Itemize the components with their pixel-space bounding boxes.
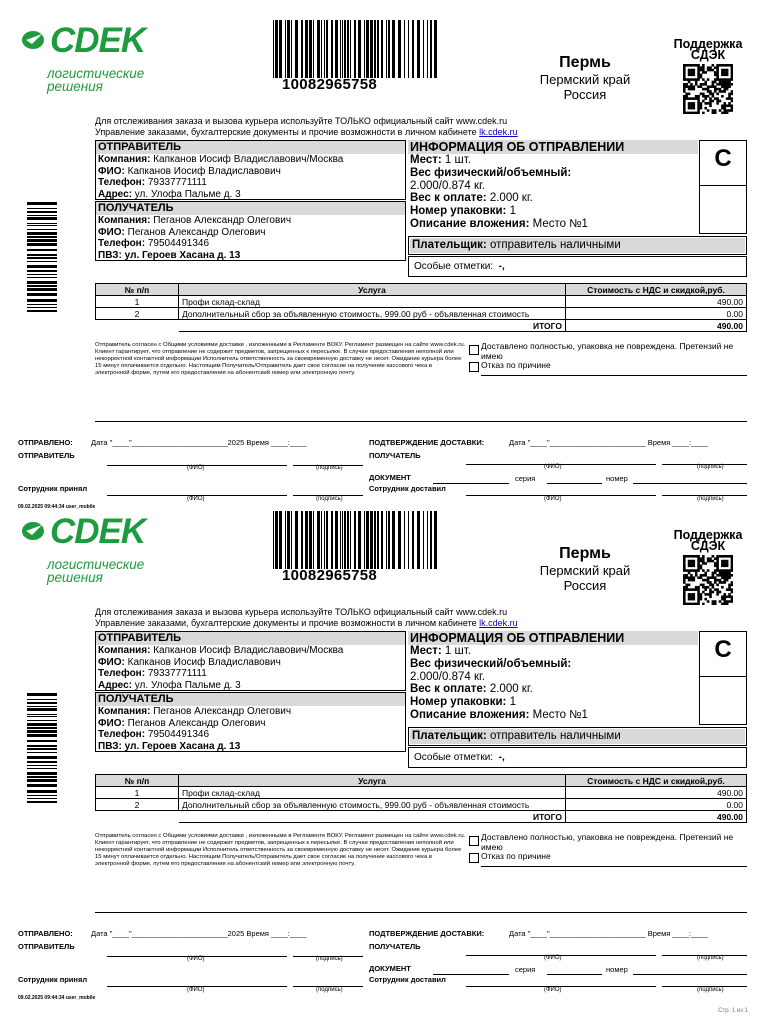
col-cost-header: Стоимость с НДС и скидкой,руб. xyxy=(566,284,747,296)
sender-address: Адрес: ул. Улофа Пальме д. 3 xyxy=(98,188,241,200)
payer-line: Плательщик: отправитель наличными xyxy=(410,238,745,253)
total-row xyxy=(96,320,747,332)
total-label: ИТОГО xyxy=(179,811,566,823)
delivered-label: Доставлено полностью, упаковка не повреждена. Претензий не имею xyxy=(481,832,734,852)
number-label: номер xyxy=(606,474,628,483)
refused-label: Отказ по причине xyxy=(481,851,551,861)
shipment-box xyxy=(408,140,747,236)
total-label: ИТОГО xyxy=(179,320,566,332)
table-row xyxy=(96,787,747,799)
letter-code-box xyxy=(699,140,747,234)
row-number: 1 xyxy=(96,296,179,308)
account-info-text: Управление заказами, бухгалтерские документы и прочие возможности в личном кабинете xyxy=(95,618,480,628)
brand-tagline: логистические решения xyxy=(47,66,145,94)
shipment-package: Номер упаковки: 1 xyxy=(410,205,517,218)
sent-label: ОТПРАВЛЕНО: xyxy=(18,438,73,447)
shipment-weight: 2.000/0.874 кг. xyxy=(410,670,485,683)
sent-label: ОТПРАВЛЕНО: xyxy=(18,929,73,938)
shipment-title: ИНФОРМАЦИЯ ОБ ОТПРАВЛЕНИИ xyxy=(408,140,698,154)
letter-code: C xyxy=(714,145,732,172)
print-stamp: 09.02.2025 09:44:34 user_mobile xyxy=(18,504,96,510)
col-number-header: № п/п xyxy=(96,284,179,296)
delivered-checkbox[interactable] xyxy=(469,345,479,355)
notes-box xyxy=(408,747,747,768)
confirm-date-field[interactable]: Дата "____"_______________________ Время ____:____ xyxy=(509,438,708,447)
services-header xyxy=(96,775,747,787)
sign-caption: (подпись) xyxy=(316,956,343,962)
sign-caption: (подпись) xyxy=(697,955,724,961)
tracking-number: 10082965758 xyxy=(282,76,378,93)
account-info-line xyxy=(95,618,518,629)
notes-box xyxy=(408,256,747,277)
sent-date-field[interactable]: Дата "____"_______________________2025 Время ____:____ xyxy=(91,438,307,447)
table-row xyxy=(96,296,747,308)
recipient-company: Компания: Пеганов Александр Олегович xyxy=(98,706,292,717)
recipient-phone: Телефон: 79504491346 xyxy=(98,238,210,249)
row-service: Профи склад-склад xyxy=(179,296,566,308)
confirm-label: ПОДТВЕРЖДЕНИЕ ДОСТАВКИ: xyxy=(369,929,485,938)
destination-region: Пермский край xyxy=(539,563,631,578)
terms-text: Отправитель согласен с Общими условиями доставки , изложенными в Регламенте ВОКУ. Регламент размещен на сайте www.cdek.ru. Клиент гарантирует, что отправление не содержит предметов, запрещенных к пересылке. В случае предоставления неполной или некорректной контактной информации Исполнитель ответственность за своевременную доставку не несет. Ожидание курьера более 15 минут оплачивается отдельно. Настоящим Получатель/Отправитель дает свое согласие на получение кассового чека в электронной форме, путем его предоставления на абонентский номер или электронную почту. xyxy=(95,342,466,376)
row-service: Дополнительный сбор за объявленную стоимость, 999.00 руб - объявленная стоимость xyxy=(179,799,566,811)
delivered-by-label: Сотрудник доставил xyxy=(369,484,446,493)
total-value: 490.00 xyxy=(566,811,747,823)
brand-wordmark: СDEK xyxy=(50,512,146,551)
tracking-info-line: Для отслеживания заказа и вызова курьера используйте ТОЛЬКО официальный сайт www.cdek.ru xyxy=(95,607,508,617)
col-cost-header: Стоимость с НДС и скидкой,руб. xyxy=(566,775,747,787)
destination-city: Пермь xyxy=(559,545,611,562)
recipient-phone: Телефон: 79504491346 xyxy=(98,729,210,740)
fio-caption: (ФИО) xyxy=(187,956,205,962)
delivered-by-label: Сотрудник доставил xyxy=(369,975,446,984)
waybill xyxy=(0,20,768,512)
services-table xyxy=(95,774,747,823)
destination-country: Россия xyxy=(563,87,607,102)
shipment-package: Номер упаковки: 1 xyxy=(410,696,517,709)
recipient-title: ПОЛУЧАТЕЛЬ xyxy=(96,202,405,215)
sign-caption: (подпись) xyxy=(316,987,343,993)
shipment-weight: 2.000/0.874 кг. xyxy=(410,179,485,192)
col-service-header: Услуга xyxy=(179,775,566,787)
sender-box xyxy=(95,631,406,691)
sender-company: Компания: Капканов Иосиф Владиславович/Москва xyxy=(98,645,344,656)
sign-caption: (подпись) xyxy=(697,496,724,502)
fio-caption: (ФИО) xyxy=(187,496,205,502)
confirm-date-field[interactable]: Дата "____"_______________________ Время ____:____ xyxy=(509,929,708,938)
support-line2: СДЭК xyxy=(690,539,726,553)
sender-fio: ФИО: Капканов Иосиф Владиславович xyxy=(98,165,281,177)
recipient-fio: ФИО: Пеганов Александр Олегович xyxy=(98,717,266,729)
row-cost: 490.00 xyxy=(566,787,747,799)
refused-checkbox[interactable] xyxy=(469,853,479,863)
letter-code: C xyxy=(714,636,732,663)
col-service-header: Услуга xyxy=(179,284,566,296)
shipment-pay-weight: Вес к оплате: 2.000 кг. xyxy=(410,192,533,205)
col-number-header: № п/п xyxy=(96,775,179,787)
account-link[interactable]: lk.cdek.ru xyxy=(479,127,518,137)
services-table xyxy=(95,283,747,332)
sender-company: Компания: Капканов Иосиф Владиславович/Москва xyxy=(98,154,344,165)
sender-address: Адрес: ул. Улофа Пальме д. 3 xyxy=(98,679,241,691)
destination-city: Пермь xyxy=(559,54,611,71)
accepted-label: Сотрудник принял xyxy=(18,484,88,493)
support-label xyxy=(668,39,748,61)
row-number: 1 xyxy=(96,787,179,799)
support-line1: Поддержка xyxy=(673,37,743,51)
sender-title: ОТПРАВИТЕЛЬ xyxy=(96,632,405,645)
recipient-pvz: ПВЗ: ул. Героев Хасана д. 13 xyxy=(98,740,241,752)
sender-sign-label: ОТПРАВИТЕЛЬ xyxy=(18,451,75,460)
confirm-label: ПОДТВЕРЖДЕНИЕ ДОСТАВКИ: xyxy=(369,438,485,447)
total-value: 490.00 xyxy=(566,320,747,332)
destination-region: Пермский край xyxy=(539,72,631,87)
shipment-places: Мест: 1 шт. xyxy=(410,154,471,166)
services-header xyxy=(96,284,747,296)
brand-wordmark: СDEK xyxy=(50,21,146,60)
side-barcode xyxy=(27,693,57,803)
shipment-places: Мест: 1 шт. xyxy=(410,645,471,657)
delivered-label: Доставлено полностью, упаковка не повреждена. Претензий не имею xyxy=(481,341,734,361)
row-service: Профи склад-склад xyxy=(179,787,566,799)
row-number: 2 xyxy=(96,799,179,811)
notes-line: Особые отметки: -, xyxy=(414,752,505,763)
row-number: 2 xyxy=(96,308,179,320)
recipient-sign-label: ПОЛУЧАТЕЛЬ xyxy=(369,451,421,460)
cdek-logo-icon xyxy=(20,24,50,54)
fio-caption: (ФИО) xyxy=(544,987,562,993)
delivered-checkbox[interactable] xyxy=(469,836,479,846)
account-info-line xyxy=(95,127,518,138)
shipment-title: ИНФОРМАЦИЯ ОБ ОТПРАВЛЕНИИ xyxy=(408,631,698,645)
page-footer: Стр. 1 из 1 xyxy=(718,1008,748,1014)
print-stamp: 09.02.2025 09:44:34 user_mobile xyxy=(18,995,96,1001)
row-cost: 490.00 xyxy=(566,296,747,308)
total-row xyxy=(96,811,747,823)
recipient-sign-label: ПОЛУЧАТЕЛЬ xyxy=(369,942,421,951)
shipment-contents: Описание вложения: Место №1 xyxy=(410,708,588,721)
shipment-weight-label: Вес физический/объемный: xyxy=(410,657,572,670)
payer-line: Плательщик: отправитель наличными xyxy=(410,729,745,744)
shipment-box xyxy=(408,631,747,727)
support-qr-code[interactable] xyxy=(683,555,733,605)
support-label xyxy=(668,530,748,552)
sender-box xyxy=(95,140,406,200)
fio-caption: (ФИО) xyxy=(187,987,205,993)
recipient-company: Компания: Пеганов Александр Олегович xyxy=(98,215,292,226)
sign-caption: (подпись) xyxy=(697,464,724,470)
sender-title: ОТПРАВИТЕЛЬ xyxy=(96,141,405,154)
fio-caption: (ФИО) xyxy=(544,496,562,502)
table-row xyxy=(96,799,747,811)
series-label: серия xyxy=(515,965,536,974)
accepted-label: Сотрудник принял xyxy=(18,975,88,984)
payer-box xyxy=(408,236,747,255)
shipment-weight-label: Вес физический/объемный: xyxy=(410,166,572,179)
destination-country: Россия xyxy=(563,578,607,593)
row-cost: 0.00 xyxy=(566,308,747,320)
terms-text: Отправитель согласен с Общими условиями доставки , изложенными в Регламенте ВОКУ. Регламент размещен на сайте www.cdek.ru. Клиент гарантирует, что отправление не содержит предметов, запрещенных к пересылке. В случае предоставления неполной или некорректной контактной информации Исполнитель ответственность за своевременную доставку не несет. Ожидание курьера более 15 минут оплачивается отдельно. Настоящим Получатель/Отправитель дает свое согласие на получение кассового чека в электронной форме, путем его предоставления на абонентский номер или электронную почту. xyxy=(95,833,466,867)
side-barcode xyxy=(27,202,57,312)
notes-line: Особые отметки: -, xyxy=(414,261,505,272)
row-service: Дополнительный сбор за объявленную стоимость, 999.00 руб - объявленная стоимость xyxy=(179,308,566,320)
sender-fio: ФИО: Капканов Иосиф Владиславович xyxy=(98,656,281,668)
sender-sign-label: ОТПРАВИТЕЛЬ xyxy=(18,942,75,951)
recipient-box xyxy=(95,201,406,261)
tracking-number: 10082965758 xyxy=(282,567,378,584)
refused-checkbox[interactable] xyxy=(469,362,479,372)
number-label: номер xyxy=(606,965,628,974)
document-label: ДОКУМЕНТ xyxy=(369,964,411,973)
letter-code-box xyxy=(699,631,747,725)
tracking-info-line: Для отслеживания заказа и вызова курьера используйте ТОЛЬКО официальный сайт www.cdek.ru xyxy=(95,116,508,126)
recipient-title: ПОЛУЧАТЕЛЬ xyxy=(96,693,405,706)
sender-phone: Телефон: 79337771111 xyxy=(98,177,207,188)
document-label: ДОКУМЕНТ xyxy=(369,473,411,482)
row-cost: 0.00 xyxy=(566,799,747,811)
shipment-pay-weight: Вес к оплате: 2.000 кг. xyxy=(410,683,533,696)
sender-phone: Телефон: 79337771111 xyxy=(98,668,207,679)
recipient-fio: ФИО: Пеганов Александр Олегович xyxy=(98,226,266,238)
sent-date-field[interactable]: Дата "____"_______________________2025 Время ____:____ xyxy=(91,929,307,938)
series-label: серия xyxy=(515,474,536,483)
recipient-box xyxy=(95,692,406,752)
brand-tagline: логистические решения xyxy=(47,557,145,585)
shipment-contents: Описание вложения: Место №1 xyxy=(410,217,588,230)
waybill xyxy=(0,511,768,1003)
sign-caption: (подпись) xyxy=(316,465,343,471)
recipient-pvz: ПВЗ: ул. Героев Хасана д. 13 xyxy=(98,249,241,261)
refused-label: Отказ по причине xyxy=(481,360,551,370)
fio-caption: (ФИО) xyxy=(544,464,562,470)
payer-box xyxy=(408,727,747,746)
tracking-barcode xyxy=(273,511,439,569)
sign-caption: (подпись) xyxy=(697,987,724,993)
fio-caption: (ФИО) xyxy=(187,465,205,471)
cdek-logo-icon xyxy=(20,515,50,545)
tracking-barcode xyxy=(273,20,439,78)
table-row xyxy=(96,308,747,320)
account-info-text: Управление заказами, бухгалтерские документы и прочие возможности в личном кабинете xyxy=(95,127,480,137)
sign-caption: (подпись) xyxy=(316,496,343,502)
fio-caption: (ФИО) xyxy=(544,955,562,961)
support-line2: СДЭК xyxy=(690,48,726,62)
account-link[interactable]: lk.cdek.ru xyxy=(479,618,518,628)
support-line1: Поддержка xyxy=(673,528,743,542)
support-qr-code[interactable] xyxy=(683,64,733,114)
